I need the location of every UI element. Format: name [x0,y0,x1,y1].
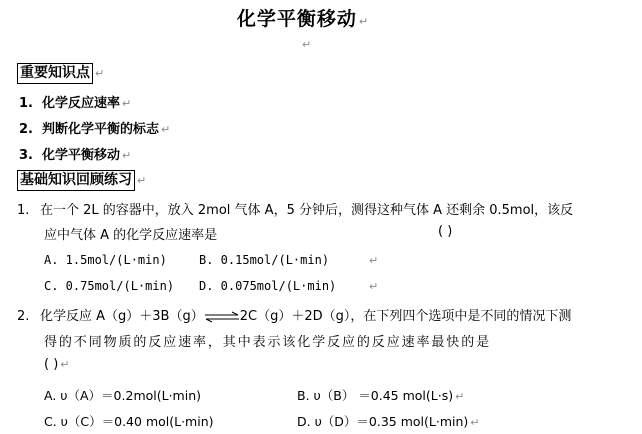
option-c: C. 0.75mol/(L·min) [44,279,175,293]
option-b: B. υ（B） ＝0.45 mol(L·s) ↵ [297,388,465,403]
equilibrium-arrow-icon [204,311,240,323]
question-1-line-1: 1. 在一个 2L 的容器中，放入 2mol 气体 A，5 分钟后，测得这种气体 A 还剩余 0.5mol，该反 [17,203,574,218]
paragraph-mark-icon: ↵ [470,416,480,429]
section-heading-review-exercises: 基础知识回顾练习 ↵ [17,169,146,191]
option-d: D. υ（D）＝0.35 mol(L·min) ↵ [297,414,480,429]
option-a: A. υ（A）＝0.2mol(L·min) [44,388,202,403]
paragraph-mark-icon: ↵ [122,149,132,162]
paragraph-mark-icon: ↵ [137,174,147,187]
paragraph-mark-icon: ↵ [95,67,105,80]
answer-blank: ( ) [438,224,453,239]
paragraph-mark-icon: ↵ [369,254,379,267]
paragraph-mark-icon: ↵ [122,97,132,110]
list-item: 1. 化学反应速率 ↵ [19,96,132,111]
paragraph-mark-icon: ↵ [60,358,70,371]
question-1-line-2: 应中气体 A 的化学反应速率是 [44,228,218,243]
answer-blank: ( ) ↵ [44,357,70,372]
option-c: C. υ（C）＝0.40 mol(L·min) [44,414,214,429]
section-heading-key-points: 重要知识点 ↵ [17,62,104,84]
list-item: 3. 化学平衡移动 ↵ [19,148,132,163]
paragraph-mark-icon: ↵ [358,15,370,28]
option-d: D. 0.075mol/(L·min) [199,279,337,293]
paragraph-mark-icon: ↵ [302,38,312,51]
paragraph-mark-icon: ↵ [455,390,465,403]
list-item: 2. 判断化学平衡的标志 ↵ [19,122,171,137]
paragraph-mark-icon: ↵ [161,123,171,136]
option-a: A. 1.5mol/(L·min) [44,253,167,267]
question-2-line-1: 2. 化学反应 A（g）＋3B（g） 2C（g）＋2D（g），在下列四个选项中是不同的情况下测 [17,309,572,324]
page-title: 化学平衡移动 ↵ [236,8,370,30]
question-2-line-2: 得的不同物质的反应速率，其中表示该化学反应的反应速率最快的是 [44,335,492,350]
paragraph-mark-icon: ↵ [369,280,379,293]
option-b: B. 0.15mol/(L·min) [199,253,330,267]
